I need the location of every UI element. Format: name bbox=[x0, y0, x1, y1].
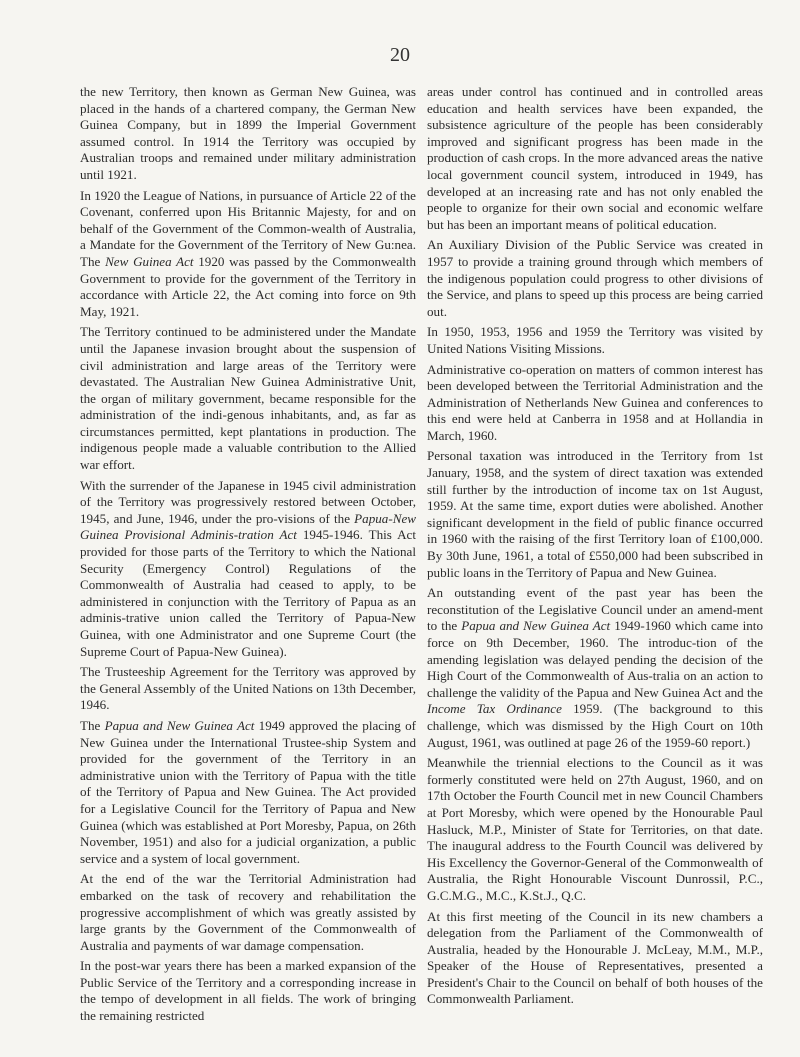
paragraph: In 1920 the League of Nations, in pursuance of Article 22 of the Covenant, conferred upon His Britannic Majesty, for and on behalf of the Government of the Common-wealth of Australia, a Mandate for the Government of the Territory of New Gu:nea. The New Guinea Act 1920 was passed by the Commonwealth Government to provide for the government of the Territory in accordance with Article 22, the Act coming into force on 9th May, 1921. bbox=[80, 187, 416, 319]
page-number: 20 bbox=[390, 44, 410, 66]
paragraph: An Auxiliary Division of the Public Service was created in 1957 to provide a training ground through which members of the indigenous population could progress to other divisions of the Service, and plans to speed up this process are being carried out. bbox=[427, 237, 763, 319]
paragraph: The Trusteeship Agreement for the Territory was approved by the General Assembly of the United Nations on 13th December, 1946. bbox=[80, 664, 416, 713]
right-column bbox=[427, 84, 763, 1012]
paragraph: In 1950, 1953, 1956 and 1959 the Territory was visited by United Nations Visiting Missions. bbox=[427, 324, 763, 356]
paragraph: The Papua and New Guinea Act 1949 approved the placing of New Guinea under the International Trustee-ship System and provided for the government of the Territory in an administrative union with the Territory of Papua with the title of the Territory of Papua and New Guinea. The Act provided for a Legislative Council for the Territory of Papua and New Guinea (which was established at Port Moresby, Papua, on 26th November, 1951) and also for a judicial organization, a public service and a system of local government. bbox=[80, 717, 416, 866]
paragraph: Personal taxation was introduced in the Territory from 1st January, 1958, and the system of direct taxation was extended still further by the introduction of income tax on 1st August, 1959. At the same time, export duties were abolished. Another significant development in the field of public finance occurred in 1960 with the raising of the first Territory loan of £100,000. By 30th June, 1961, a total of £550,000 had been subscribed in public loans in the Territory of Papua and New Guinea. bbox=[427, 448, 763, 580]
left-column bbox=[80, 84, 416, 1029]
paragraph: Meanwhile the triennial elections to the Council as it was formerly constituted were held on 27th August, 1960, and on 17th October the Fourth Council met in new Council Chambers at Port Moresby, which were opened by the Honourable Paul Hasluck, M.P., Minister of State for Territories, on that date. The inaugural address to the Fourth Council was delivered by His Excellency the Governor-General of the Commonwealth of Australia, the Right Honourable Viscount Dunrossil, P.C., G.C.M.G., M.C., K.St.J., Q.C. bbox=[427, 755, 763, 903]
paragraph: the new Territory, then known as German New Guinea, was placed in the hands of a chartered company, the German New Guinea Company, but in 1899 the Imperial Government assumed control. In 1914 the Territory was occupied by Australian troops and remained under military administration until 1921. bbox=[80, 84, 416, 182]
paragraph: At this first meeting of the Council in its new chambers a delegation from the Parliament of the Commonwealth of Australia, headed by the Honourable J. McLeay, M.M., M.P., Speaker of the House of Representatives, presented a President's Chair to the Council on behalf of both houses of the Commonwealth Parliament. bbox=[427, 908, 763, 1007]
paragraph: At the end of the war the Territorial Administration had embarked on the task of recovery and rehabilitation the progressive accomplishment of which was greatly assisted by large grants by the Government of the Commonwealth of Australia and payments of war damage compensation. bbox=[80, 871, 416, 953]
paragraph: Administrative co-operation on matters of common interest has been developed between the Territorial Administration and the Administration of Netherlands New Guinea and conferences to this end were held at Canberra in 1958 and at Hollandia in March, 1960. bbox=[427, 361, 763, 443]
paragraph: With the surrender of the Japanese in 1945 civil administration of the Territory was progressively restored between October, 1945, and June, 1946, under the pro-visions of the Papua-New Guinea Provisional Adminis-tration Act 1945-1946. This Act provided for those parts of the Territory to which the National Security (Emergency Control) Regulations of the Commonwealth of Australia had ceased to apply, to be administered in conjunction with the Territory of Papua as an adminis-trative union called the Territory of Papua-New Guinea, with one Administrator and one Supreme Court (the Supreme Court of Papua-New Guinea). bbox=[80, 477, 416, 659]
paragraph: The Territory continued to be administered under the Mandate until the Japanese invasion brought about the suspension of civil administration and large areas of the Territory were devastated. The Australian New Guinea Administrative Unit, the organ of military government, became responsible for the administration of the indi-genous inhabitants, and, as far as circumstances permitted, kept plantations in production. The indigenous people made a valuable contribution to the Allied war effort. bbox=[80, 324, 416, 473]
paragraph: areas under control has continued and in controlled areas education and health services have been expanded, the subsistence agriculture of the people has been considerably improved and significant progress has been made in the production of cash crops. In the more advanced areas the native local government council system, introduced in 1949, has developed at an increasing rate and has not only enabled the people to organize for their own social and economic welfare but has been an important means of political education. bbox=[427, 84, 763, 232]
paragraph: In the post-war years there has been a marked expansion of the Public Service of the Territory and a corresponding increase in the tempo of development in all fields. The work of bringing the remaining restricted bbox=[80, 958, 416, 1024]
paragraph: An outstanding event of the past year has been the reconstitution of the Legislative Council under an amend-ment to the Papua and New Guinea Act 1949-1960 which came into force on 9th December, 1960. The introduc-tion of the amending legislation was delayed pending the decision of the High Court of the Commonwealth of Aus-tralia on an action to challenge the validity of the Papua and New Guinea Act and the Income Tax Ordinance 1959. (The background to this challenge, which was dismissed by the High Court on 10th August, 1961, was outlined at page 26 of the 1959-60 report.) bbox=[427, 585, 763, 750]
